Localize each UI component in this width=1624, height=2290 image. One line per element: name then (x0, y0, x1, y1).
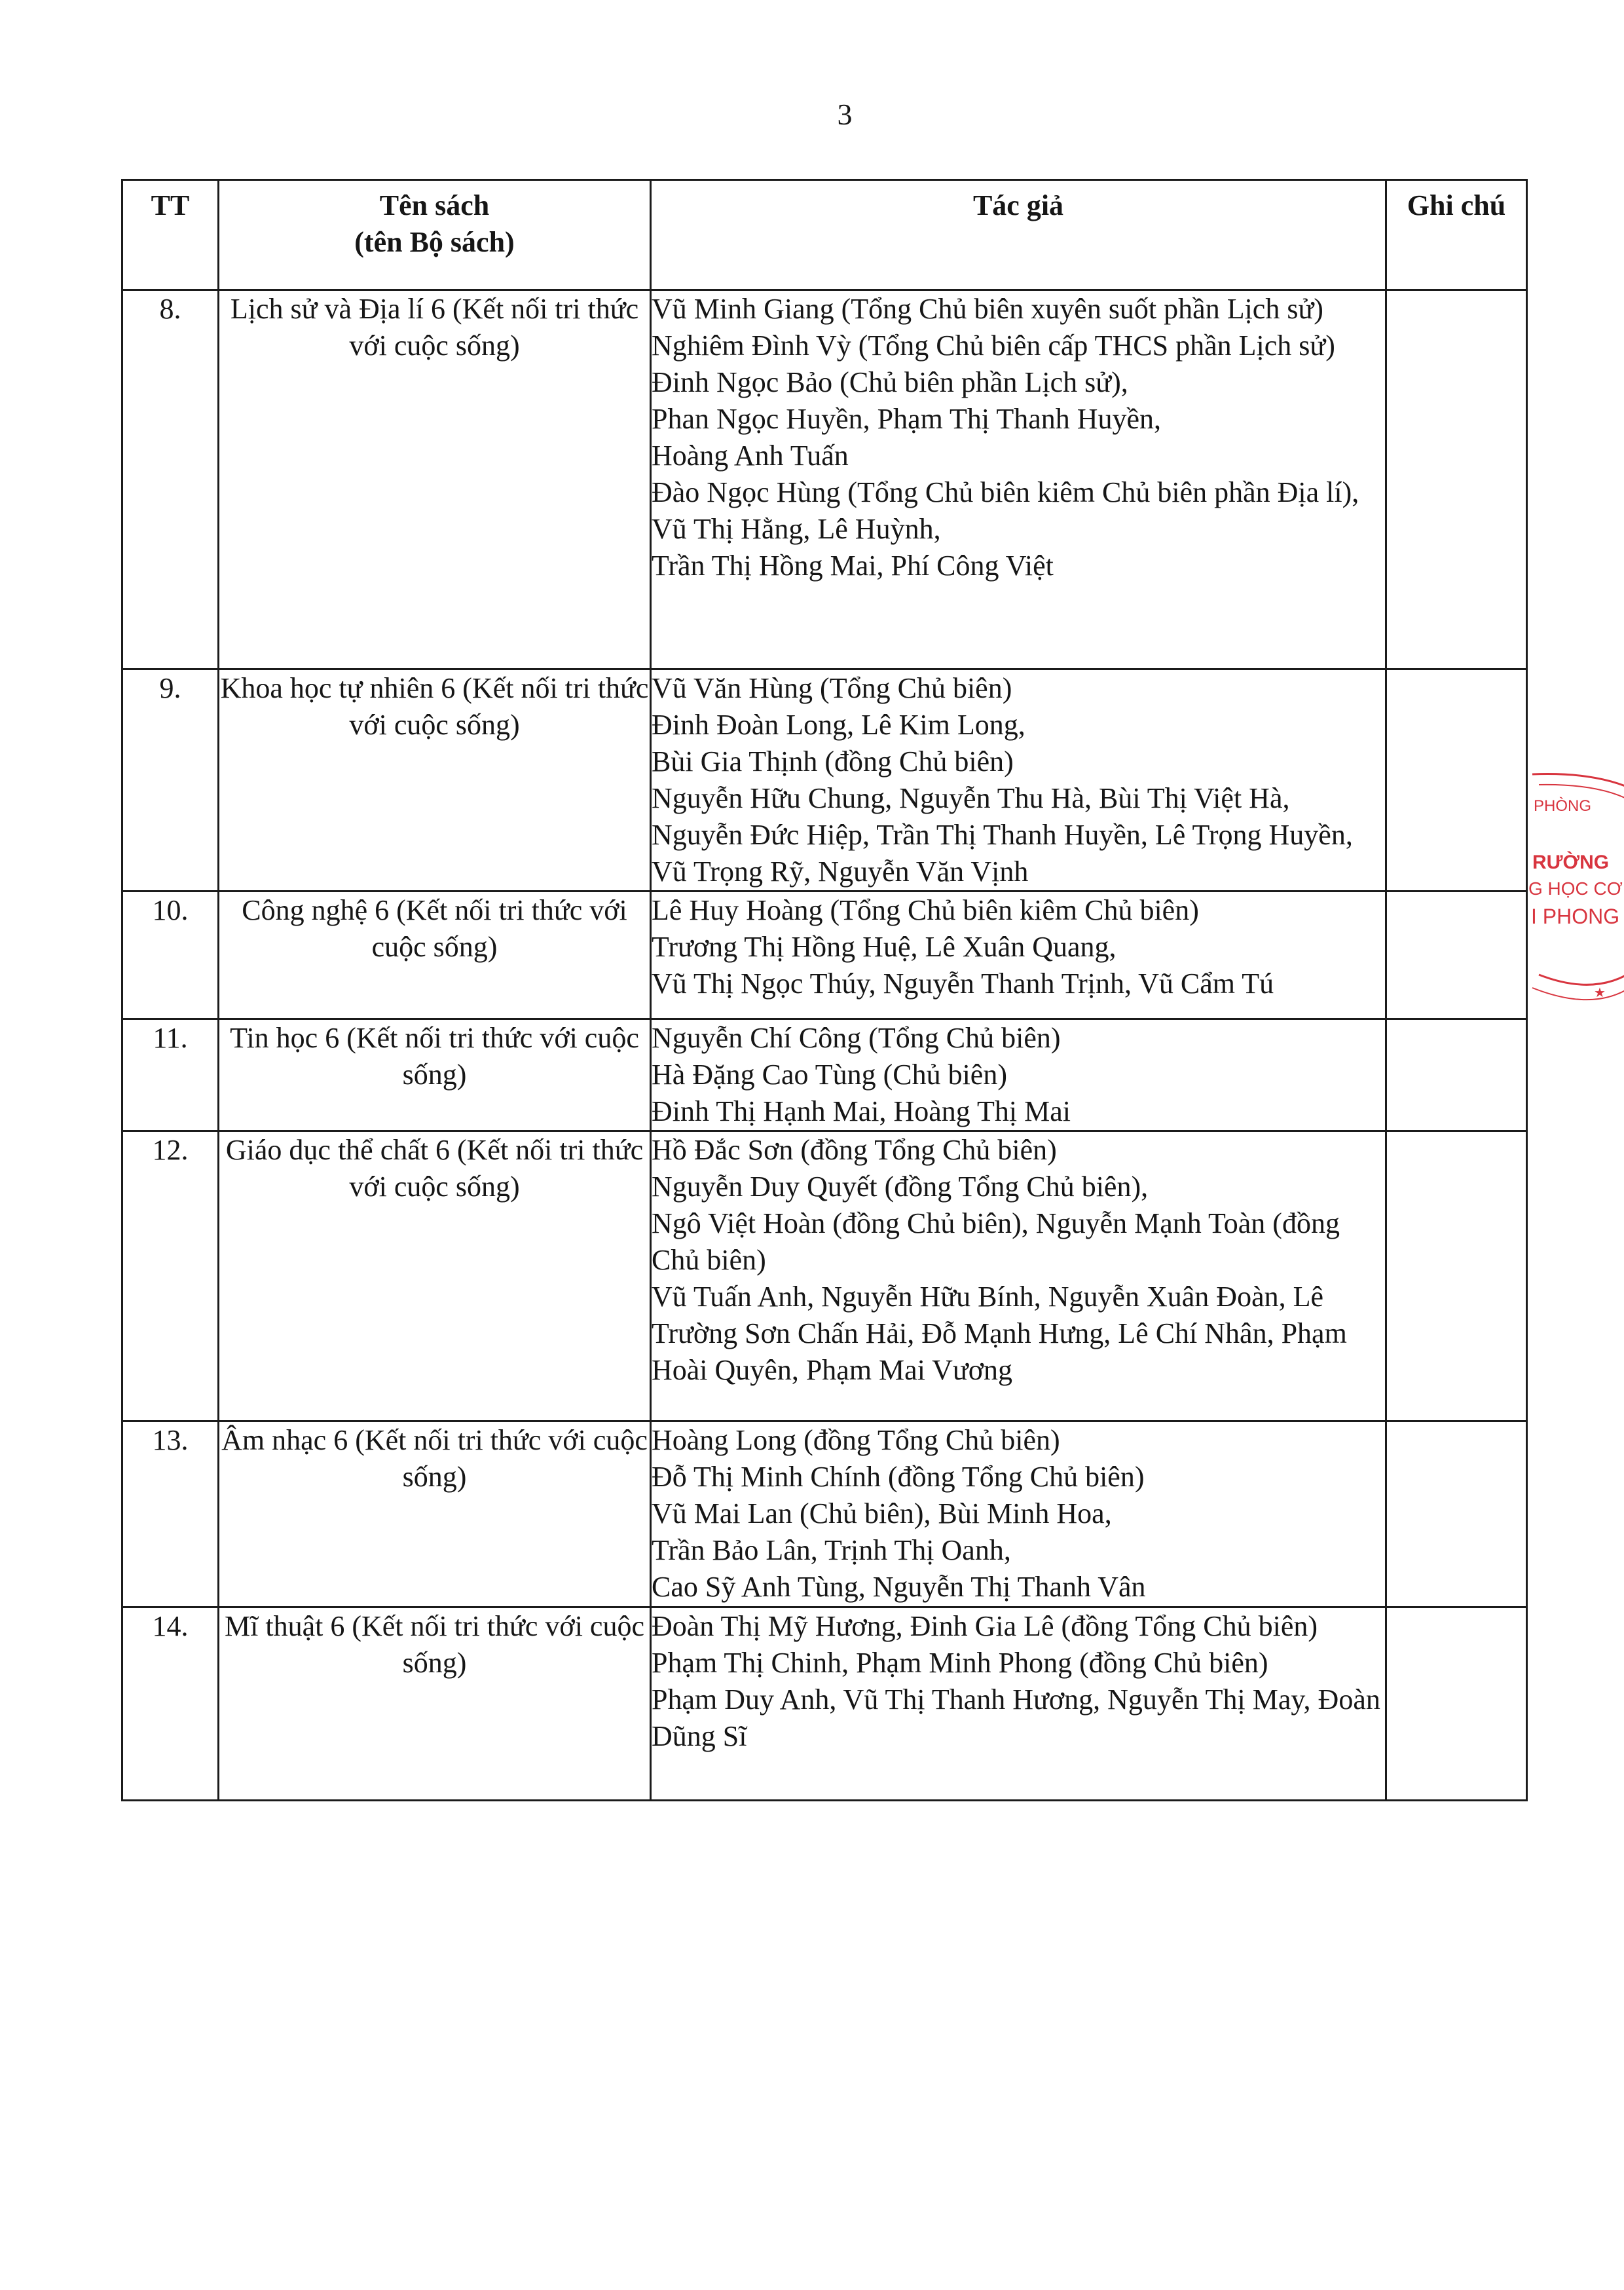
author-line: Phạm Thị Chinh, Phạm Minh Phong (đồng Chủ biên) (652, 1647, 1268, 1679)
author-line: Hà Đặng Cao Tùng (Chủ biên) (652, 1059, 1007, 1091)
author-line: Nguyễn Hữu Chung, Nguyễn Thu Hà, Bùi Thị Việt Hà, Nguyễn Đức Hiệp, Trần Thị Thanh Huyền, Lê Trọng Huyền, Vũ Trọng Rỹ, Nguyễn Văn Vịnh (652, 782, 1353, 888)
table-row (122, 1131, 1527, 1421)
author-line: Phan Ngọc Huyền, Phạm Thị Thanh Huyền, (652, 403, 1162, 435)
table-body (122, 290, 1527, 1801)
notes-cell (1386, 1131, 1527, 1421)
author-line: Nguyễn Chí Công (Tổng Chủ biên) (652, 1022, 1061, 1054)
row-number: 9. (122, 669, 219, 892)
stamp-text-2: RƯỜNG (1532, 852, 1610, 873)
author-line: Trần Bảo Lân, Trịnh Thị Oanh, (652, 1534, 1011, 1566)
author-line: Vũ Thị Ngọc Thúy, Nguyễn Thanh Trịnh, Vũ Cẩm Tú (652, 967, 1274, 1000)
svg-text:★: ★ (1594, 986, 1606, 1000)
author-line: Đỗ Thị Minh Chính (đồng Tổng Chủ biên) (652, 1461, 1145, 1493)
author-line: Vũ Minh Giang (Tổng Chủ biên xuyên suốt phần Lịch sử) (652, 293, 1323, 325)
row-number: 11. (122, 1019, 219, 1131)
author-line: Cao Sỹ Anh Tùng, Nguyễn Thị Thanh Vân (652, 1571, 1146, 1603)
book-name: Khoa học tự nhiên 6 (Kết nối tri thức với cuộc sống) (219, 669, 651, 892)
book-authors (651, 1019, 1386, 1131)
author-line: Vũ Mai Lan (Chủ biên), Bùi Minh Hoa, (652, 1497, 1112, 1530)
book-name: Lịch sử và Địa lí 6 (Kết nối tri thức với cuộc sống) (219, 290, 651, 669)
row-number: 13. (122, 1421, 219, 1607)
author-line: Nghiêm Đình Vỳ (Tổng Chủ biên cấp THCS phần Lịch sử) (652, 329, 1335, 362)
notes-cell (1386, 1421, 1527, 1607)
page-number: 3 (837, 98, 853, 131)
author-line: Nguyễn Duy Quyết (đồng Tổng Chủ biên), (652, 1171, 1149, 1203)
textbook-authors-table (121, 179, 1528, 1801)
book-authors (651, 669, 1386, 892)
author-line: Vũ Tuấn Anh, Nguyễn Hữu Bính, Nguyễn Xuân Đoàn, Lê Trường Sơn Chấn Hải, Đỗ Mạnh Hưng, Lê Chí Nhân, Phạm Hoài Quyên, Phạm Mai Vương (652, 1281, 1347, 1386)
book-name: Mĩ thuật 6 (Kết nối tri thức với cuộc sống) (219, 1607, 651, 1801)
notes-cell (1386, 892, 1527, 1019)
stamp-text-4: I PHONG (1531, 905, 1620, 928)
author-line: Đinh Đoàn Long, Lê Kim Long, (652, 709, 1025, 741)
author-line: Đinh Thị Hạnh Mai, Hoàng Thị Mai (652, 1095, 1071, 1127)
header-tt: TT (122, 180, 219, 290)
book-authors (651, 1131, 1386, 1421)
stamp-text-3: G HỌC CƠ (1528, 878, 1623, 899)
author-line: Trần Thị Hồng Mai, Phí Công Việt (652, 550, 1054, 582)
book-authors (651, 892, 1386, 1019)
author-line: Đào Ngọc Hùng (Tổng Chủ biên kiêm Chủ biên phần Địa lí), Vũ Thị Hằng, Lê Huỳnh, (652, 476, 1359, 545)
row-number: 14. (122, 1607, 219, 1801)
header-book-name (219, 180, 651, 290)
author-line: Bùi Gia Thịnh (đồng Chủ biên) (652, 745, 1014, 778)
stamp-text-1: PHÒNG (1534, 797, 1592, 815)
author-line: Hồ Đắc Sơn (đồng Tổng Chủ biên) (652, 1134, 1057, 1166)
book-authors (651, 290, 1386, 669)
notes-cell (1386, 1019, 1527, 1131)
red-seal-stamp (1526, 772, 1624, 1034)
book-name: Âm nhạc 6 (Kết nối tri thức với cuộc sống) (219, 1421, 651, 1607)
notes-cell (1386, 669, 1527, 892)
author-line: Vũ Văn Hùng (Tổng Chủ biên) (652, 672, 1012, 704)
author-line: Hoàng Anh Tuấn (652, 440, 849, 472)
notes-cell (1386, 1607, 1527, 1801)
table-row (122, 1019, 1527, 1131)
book-name: Tin học 6 (Kết nối tri thức với cuộc sống) (219, 1019, 651, 1131)
author-line: Đoàn Thị Mỹ Hương, Đinh Gia Lê (đồng Tổng Chủ biên) (652, 1610, 1318, 1642)
author-line: Ngô Việt Hoàn (đồng Chủ biên), Nguyễn Mạnh Toàn (đồng Chủ biên) (652, 1207, 1340, 1276)
table-row (122, 290, 1527, 669)
table-row (122, 1421, 1527, 1607)
row-number: 12. (122, 1131, 219, 1421)
book-name: Giáo dục thể chất 6 (Kết nối tri thức với cuộc sống) (219, 1131, 651, 1421)
table-row (122, 892, 1527, 1019)
header-authors: Tác giả (651, 180, 1386, 290)
author-line: Đinh Ngọc Bảo (Chủ biên phần Lịch sử), (652, 366, 1128, 398)
row-number: 8. (122, 290, 219, 669)
author-line: Hoàng Long (đồng Tổng Chủ biên) (652, 1424, 1060, 1456)
row-number: 10. (122, 892, 219, 1019)
author-line: Trương Thị Hồng Huệ, Lê Xuân Quang, (652, 931, 1116, 963)
notes-cell (1386, 290, 1527, 669)
header-book-name-line-1: Tên sách (379, 189, 490, 221)
header-notes: Ghi chú (1386, 180, 1527, 290)
book-name: Công nghệ 6 (Kết nối tri thức với cuộc sống) (219, 892, 651, 1019)
header-book-name-line-2: (tên Bộ sách) (354, 226, 515, 258)
book-authors (651, 1421, 1386, 1607)
table-row (122, 669, 1527, 892)
book-authors (651, 1607, 1386, 1801)
table-header-row (122, 180, 1527, 290)
table-row (122, 1607, 1527, 1801)
author-line: Phạm Duy Anh, Vũ Thị Thanh Hương, Nguyễn Thị May, Đoàn Dũng Sĩ (652, 1683, 1380, 1752)
author-line: Lê Huy Hoàng (Tổng Chủ biên kiêm Chủ biên) (652, 894, 1199, 926)
